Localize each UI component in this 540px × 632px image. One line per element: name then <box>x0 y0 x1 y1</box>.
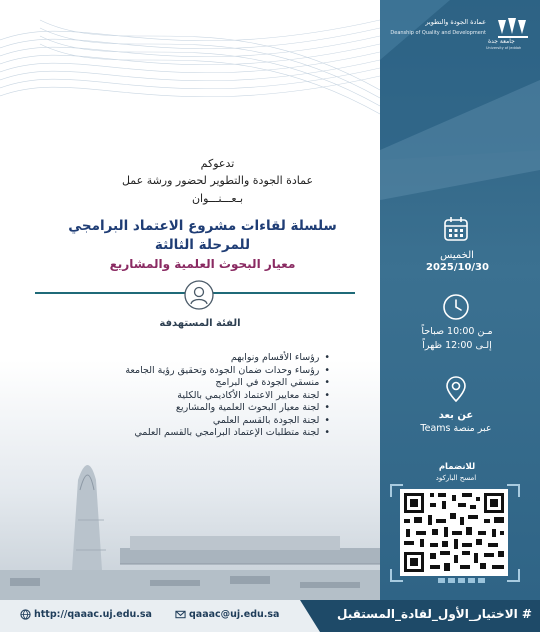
invitation-line-2: عمادة الجودة والتطوير لحضور ورشة عمل <box>121 174 314 187</box>
deanship-name-english: Deanship of Quality and Development <box>390 30 486 36</box>
event-title-line-1: سلسلة لقاءات مشروع الاعتماد البرامجي <box>68 218 337 234</box>
email-link[interactable] <box>175 609 279 620</box>
join-label: للانضمام <box>438 462 476 472</box>
time-to: إلـى 12:00 ظهراً <box>422 340 492 351</box>
scan-label: امسح الباركود <box>435 474 477 482</box>
audience-user-icon <box>184 280 214 310</box>
list-item: • لجنة متطلبات الإعتماد البرامجي بالقسم العلمي <box>60 427 330 440</box>
footer-slant-decoration <box>290 600 320 632</box>
calendar-icon <box>441 214 471 244</box>
audience-heading: الفئة المستهدفة <box>159 318 241 329</box>
list-item: • لجنة معايير الاعتماد الأكاديمي بالكلية <box>60 390 330 403</box>
invitation-line-3: بـعـــنـــوان <box>191 192 244 205</box>
list-item: • رؤساء وحدات ضمان الجودة وتحقيق رؤية الجامعة <box>60 365 330 378</box>
website-link[interactable] <box>20 609 152 620</box>
event-day: الخميس <box>440 250 474 261</box>
location-pin-icon <box>441 374 471 404</box>
time-from: مـن 10:00 صباحاً <box>421 326 493 337</box>
footer-bar <box>0 600 540 632</box>
audience-list <box>60 352 330 440</box>
event-date: 2025/10/30 <box>426 262 489 273</box>
registration-qr-code[interactable] <box>400 489 508 576</box>
email-icon <box>175 609 186 620</box>
invitation-line-1: تدعوكم <box>200 157 235 170</box>
location-mode: عن بعد <box>438 410 474 421</box>
list-item: • لجنة معيار البحوث العلمية والمشاريع <box>60 402 330 415</box>
university-logo-subtext: University of Jeddah <box>486 46 522 50</box>
deanship-name-arabic: عمادة الجودة والتطوير <box>425 18 486 26</box>
location-platform: عبر منصة Teams <box>420 423 492 434</box>
scan-indicator-dots <box>438 578 485 583</box>
website-text: http://qaaac.uj.edu.sa <box>34 609 152 620</box>
globe-icon <box>20 609 31 620</box>
list-item: • رؤساء الأقسام ونوابهم <box>60 352 330 365</box>
event-criterion: معيار البحوث العلمية والمشاريع <box>109 257 296 271</box>
hashtag-slogan: # الاختيار_الأول_لقادة_المستقبل <box>337 607 532 621</box>
clock-icon <box>441 292 471 322</box>
university-logo-text: جامعة جدة <box>488 38 515 45</box>
event-title-line-2: للمرحلة الثالثة <box>154 237 251 253</box>
email-text: qaaac@uj.edu.sa <box>189 609 280 620</box>
qr-code-pattern <box>400 489 508 576</box>
list-item: • لجنة الجودة بالقسم العلمي <box>60 415 330 428</box>
wave-lines-decoration <box>0 0 380 150</box>
list-item: • منسقي الجودة في البرامج <box>60 377 330 390</box>
